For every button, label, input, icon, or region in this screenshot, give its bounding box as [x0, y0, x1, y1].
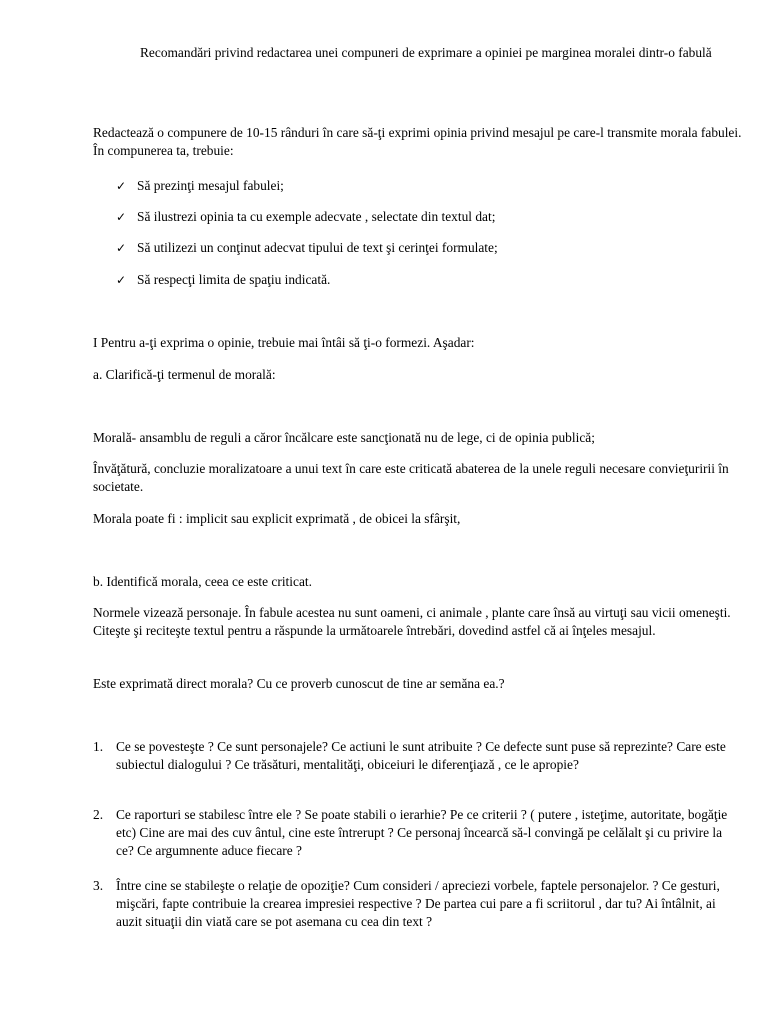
definition-morala: Morală- ansamblu de reguli a căror încălcare este sancţionată nu de lege, ci de opinia publică;	[93, 430, 595, 445]
definition-explicit: Morala poate fi : implicit sau explicit exprimată , de obicei la sfârşit,	[93, 511, 461, 526]
subheading-b: b. Identifică morala, ceea ce este criticat.	[93, 574, 312, 589]
instructions-intro: Redactează o compunere de 10-15 rânduri în care să-ţi exprimi opinia privind mesajul pe care-l transmite morala fabulei. În compunerea ta, trebuie:	[93, 125, 742, 158]
list-number: 3.	[93, 878, 104, 893]
definition-invatatura: Învăţătură, concluzie moralizatoare a unui text în care este criticată abaterea de la unele reguli necesare convieţuririi în societate.	[93, 461, 729, 494]
checkmark-icon: ✓	[116, 241, 127, 255]
norme-paragraph: Normele vizează personaje. În fabule acestea nu sunt oameni, ci animale , plante care însă au virtuţi sau vicii omeneşti. Citeşte şi reciteşte textul pentru a răspunde la următoarele întrebări, dovedind astfel că ai înţeles mesajul.	[93, 605, 731, 638]
section-heading: I Pentru a-ţi exprima o opinie, trebuie mai întâi să ţi-o formezi. Aşadar:	[93, 335, 475, 350]
checkmark-icon: ✓	[116, 210, 127, 224]
list-number: 1.	[93, 739, 104, 754]
subheading-a: a. Clarifică-ţi termenul de morală:	[93, 367, 276, 382]
checkmark-icon: ✓	[116, 179, 127, 193]
question-paragraph: Este exprimată direct morala? Cu ce proverb cunoscut de tine ar semăna ea.?	[93, 676, 505, 691]
list-number: 2.	[93, 807, 104, 822]
numbered-question: Între cine se stabileşte o relaţie de opoziţie? Cum consideri / apreciezi vorbele, faptele personajelor. ? Ce gesturi, mişcări, fapte contribuie la crearea impresiei respective ? De partea cui pare a fi scriitorul , dar tu? Ai întâlnit, ai auzit situaţii din viată care se pot asemana cu cea din text ?	[116, 878, 720, 929]
document-title: Recomandări privind redactarea unei compuneri de exprimare a opiniei pe marginea moralei dintr-o fabulă	[140, 45, 712, 60]
requirement-item: ✓ Să utilizezi un conţinut adecvat tipului de text şi cerinţei formulate;	[116, 240, 498, 255]
requirement-item: ✓ Să prezinţi mesajul fabulei;	[116, 178, 284, 193]
requirement-item: ✓ Să respecţi limita de spaţiu indicată.	[116, 272, 331, 287]
checkmark-icon: ✓	[116, 273, 127, 287]
requirement-item: ✓ Să ilustrezi opinia ta cu exemple adecvate , selectate din textul dat;	[116, 209, 496, 224]
numbered-question: Ce raporturi se stabilesc între ele ? Se poate stabili o ierarhie? Pe ce criterii ? ( putere , isteţime, autoritate, bogăţie etc) Cine are mai des cuv ântul, cine este întrerupt ? Ce personaj încearcă să-l convingă pe celălalt şi cu privire la ce? Ce argumnente aduce fiecare ?	[116, 807, 728, 858]
numbered-question: Ce se povesteşte ? Ce sunt personajele? Ce actiuni le sunt atribuite ? Ce defecte sunt puse să reprezinte? Care este subiectul dialogului ? Ce trăsături, mentalităţi, obiceiuri le diferenţiază , ce le apropie?	[116, 739, 726, 772]
